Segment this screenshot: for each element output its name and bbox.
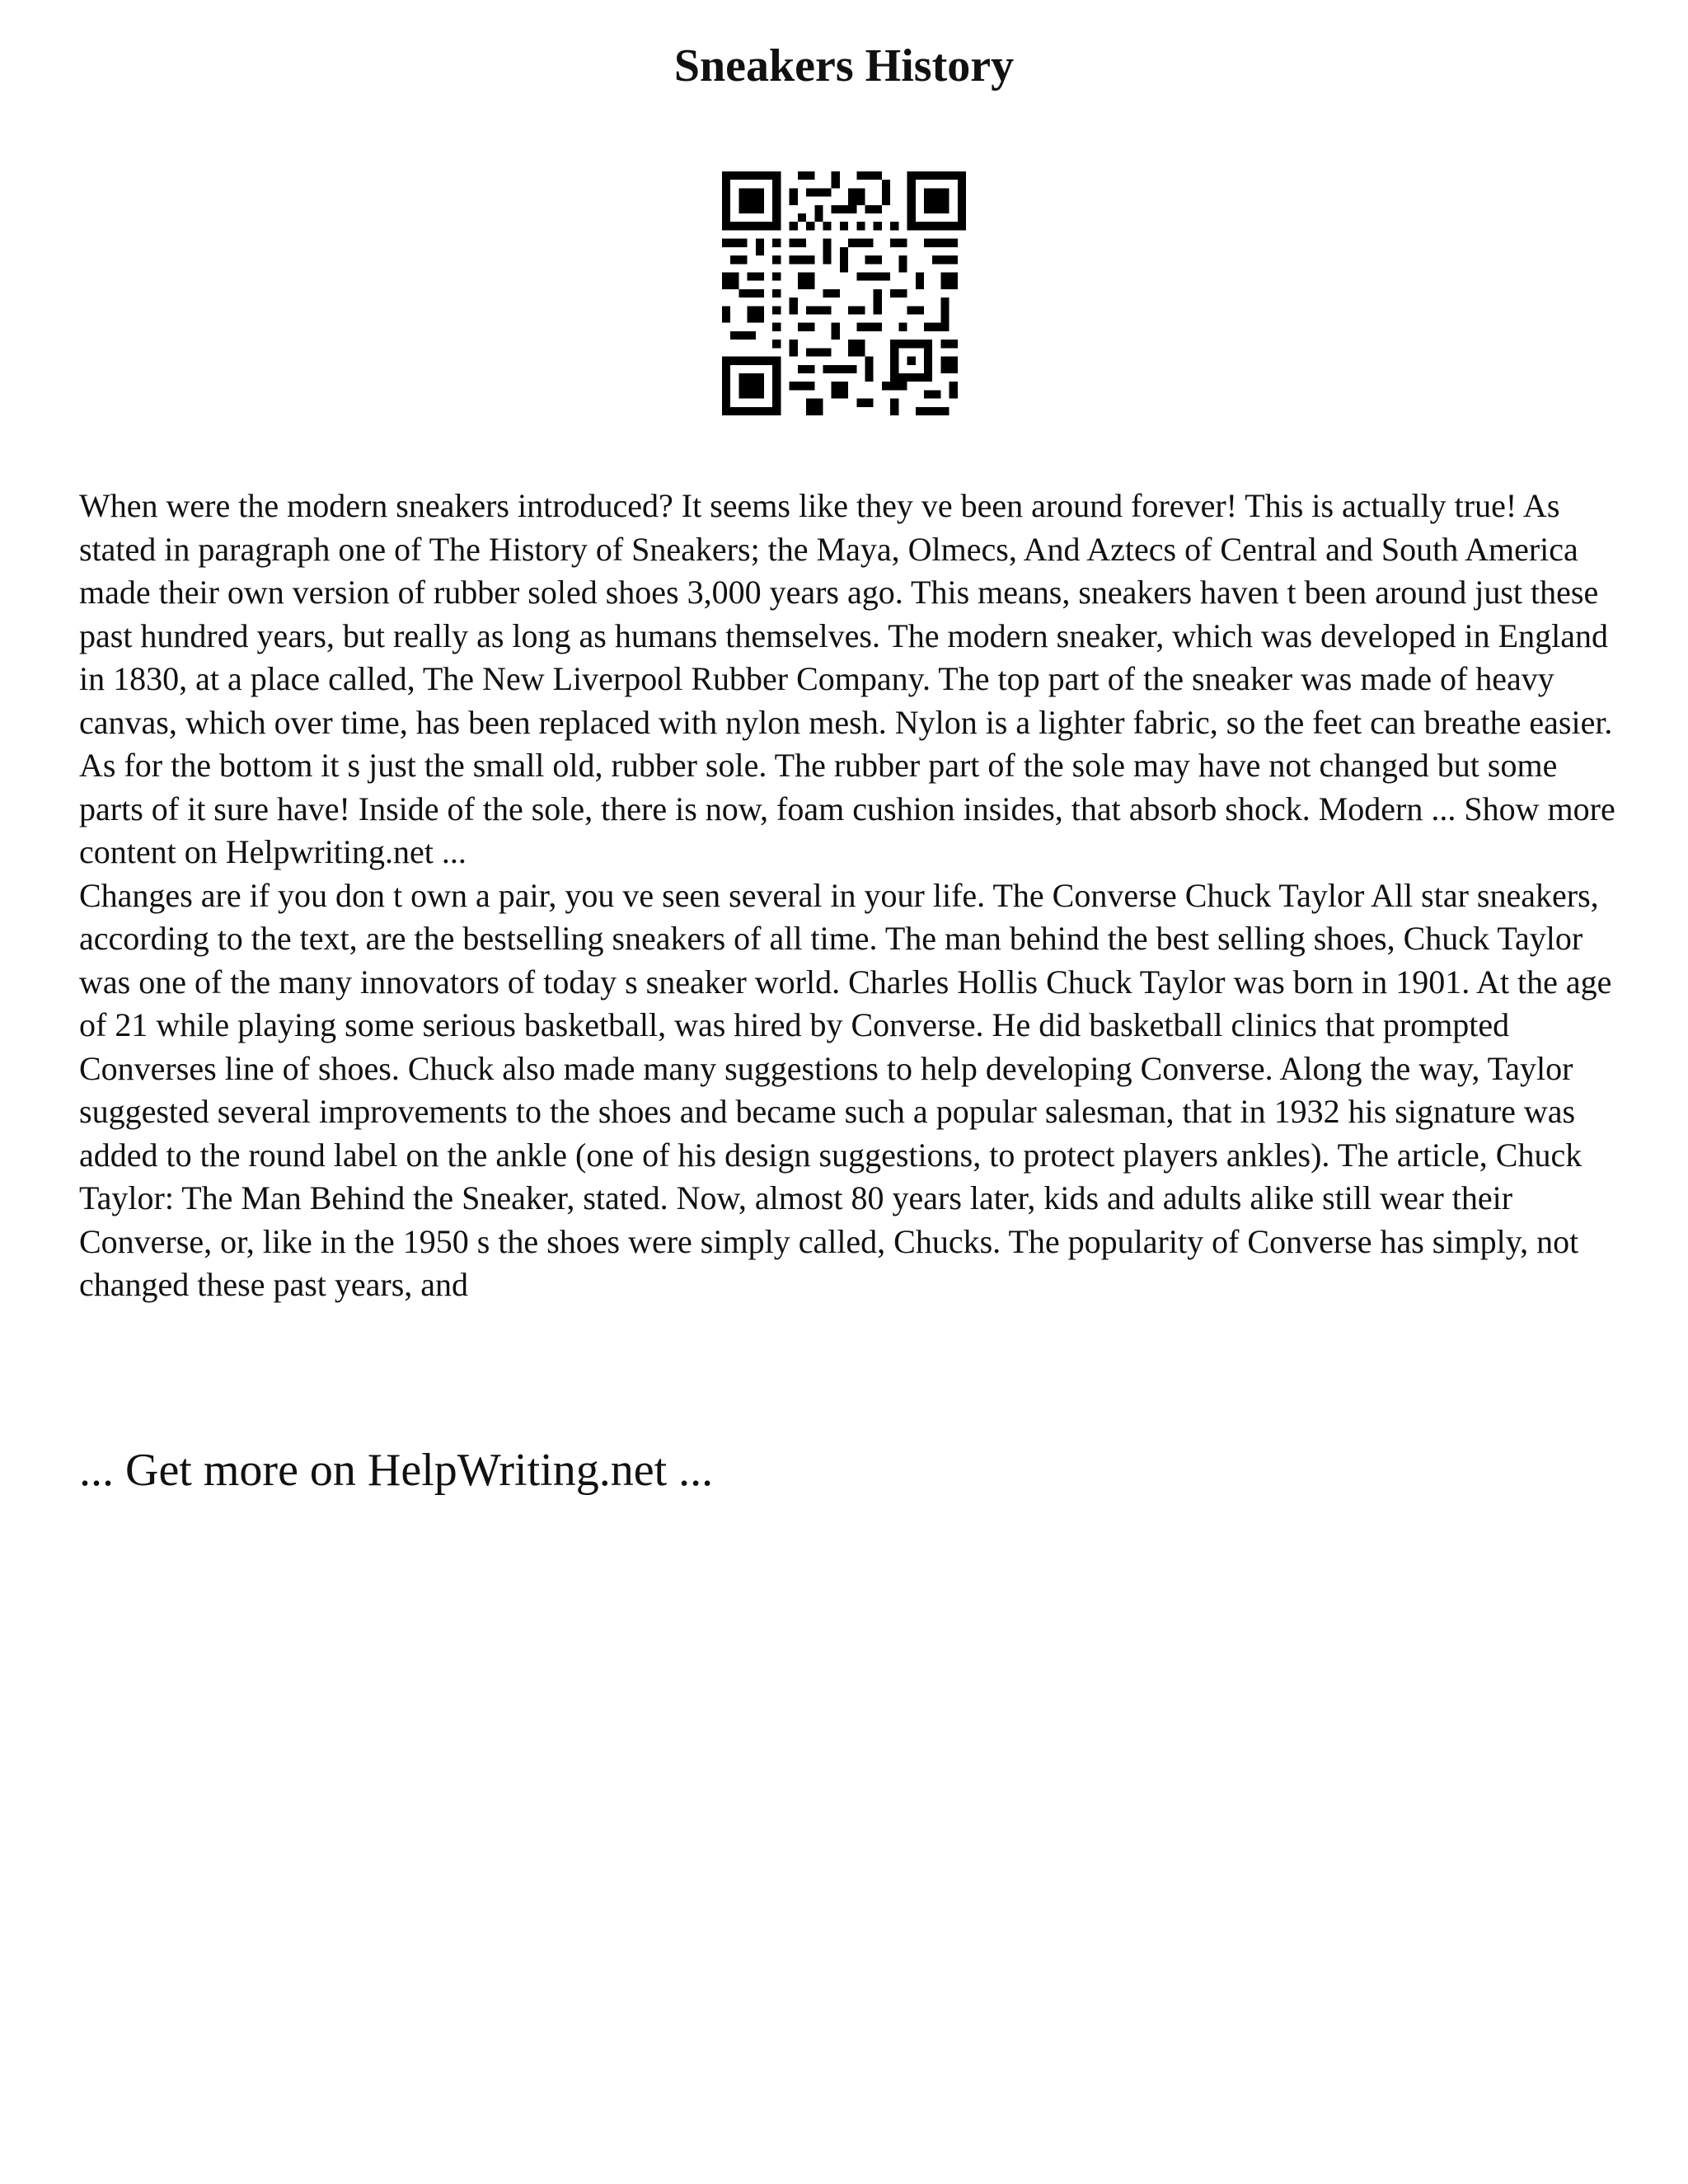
get-more-link[interactable]: ... Get more on HelpWriting.net ... bbox=[79, 1445, 714, 1496]
page-title: Sneakers History bbox=[673, 40, 1015, 91]
article-paragraph-2: Changes are if you don t own a pair, you ve seen several in your life. The Converse Chuck Taylor All star sneakers, according to the text, are the bestselling sneakers of all time. The man behind the best selling shoes, Chuck Taylor was one of the many innovators of today s sneaker world. Charles Hollis Chuck Taylor was born in 1901. At the age of 21 while playing some serious basketball, was hired by Converse. He did basketball clinics that prompted Converses line of shoes. Chuck also made many suggestions to help developing Converse. Along the way, Taylor suggested several improvements to the shoes and became such a popular salesman, that in 1932 his signature was added to the round label on the ankle (one of his design suggestions, to protect players ankles). The article, Chuck Taylor: The Man Behind the Sneaker, stated. Now, almost 80 years later, kids and adults alike still wear their Converse, or, like in the 1950 s the shoes were simply called, Chucks. The popularity of Converse has simply, not changed these past years, and bbox=[79, 876, 1612, 1303]
article-paragraph-1: When were the modern sneakers introduced? It seems like they ve been around forever! This is actually true! As stated in paragraph one of The History of Sneakers; the Maya, Olmecs, And Aztecs of Central and South America made their own version of rubber soled shoes 3,000 years ago. This means, sneakers haven t been around just these past hundred years, but really as long as humans themselves. The modern sneaker, which was developed in England in 1830, at a place called, The New Liverpool Rubber Company. The top part of the sneaker was made of heavy canvas, which over time, has been replaced with nylon mesh. Nylon is a lighter fabric, so the feet can breathe easier. As for the bottom it s just the small old, rubber sole. The rubber part of the sole may have not changed but some parts of it sure have! Inside of the sole, there is now, foam cushion insides, that absorb shock. Modern ... Show more content on Helpwriting.net ... bbox=[79, 487, 1615, 870]
qr-code-icon[interactable] bbox=[722, 171, 966, 415]
article-body bbox=[79, 485, 1620, 1307]
